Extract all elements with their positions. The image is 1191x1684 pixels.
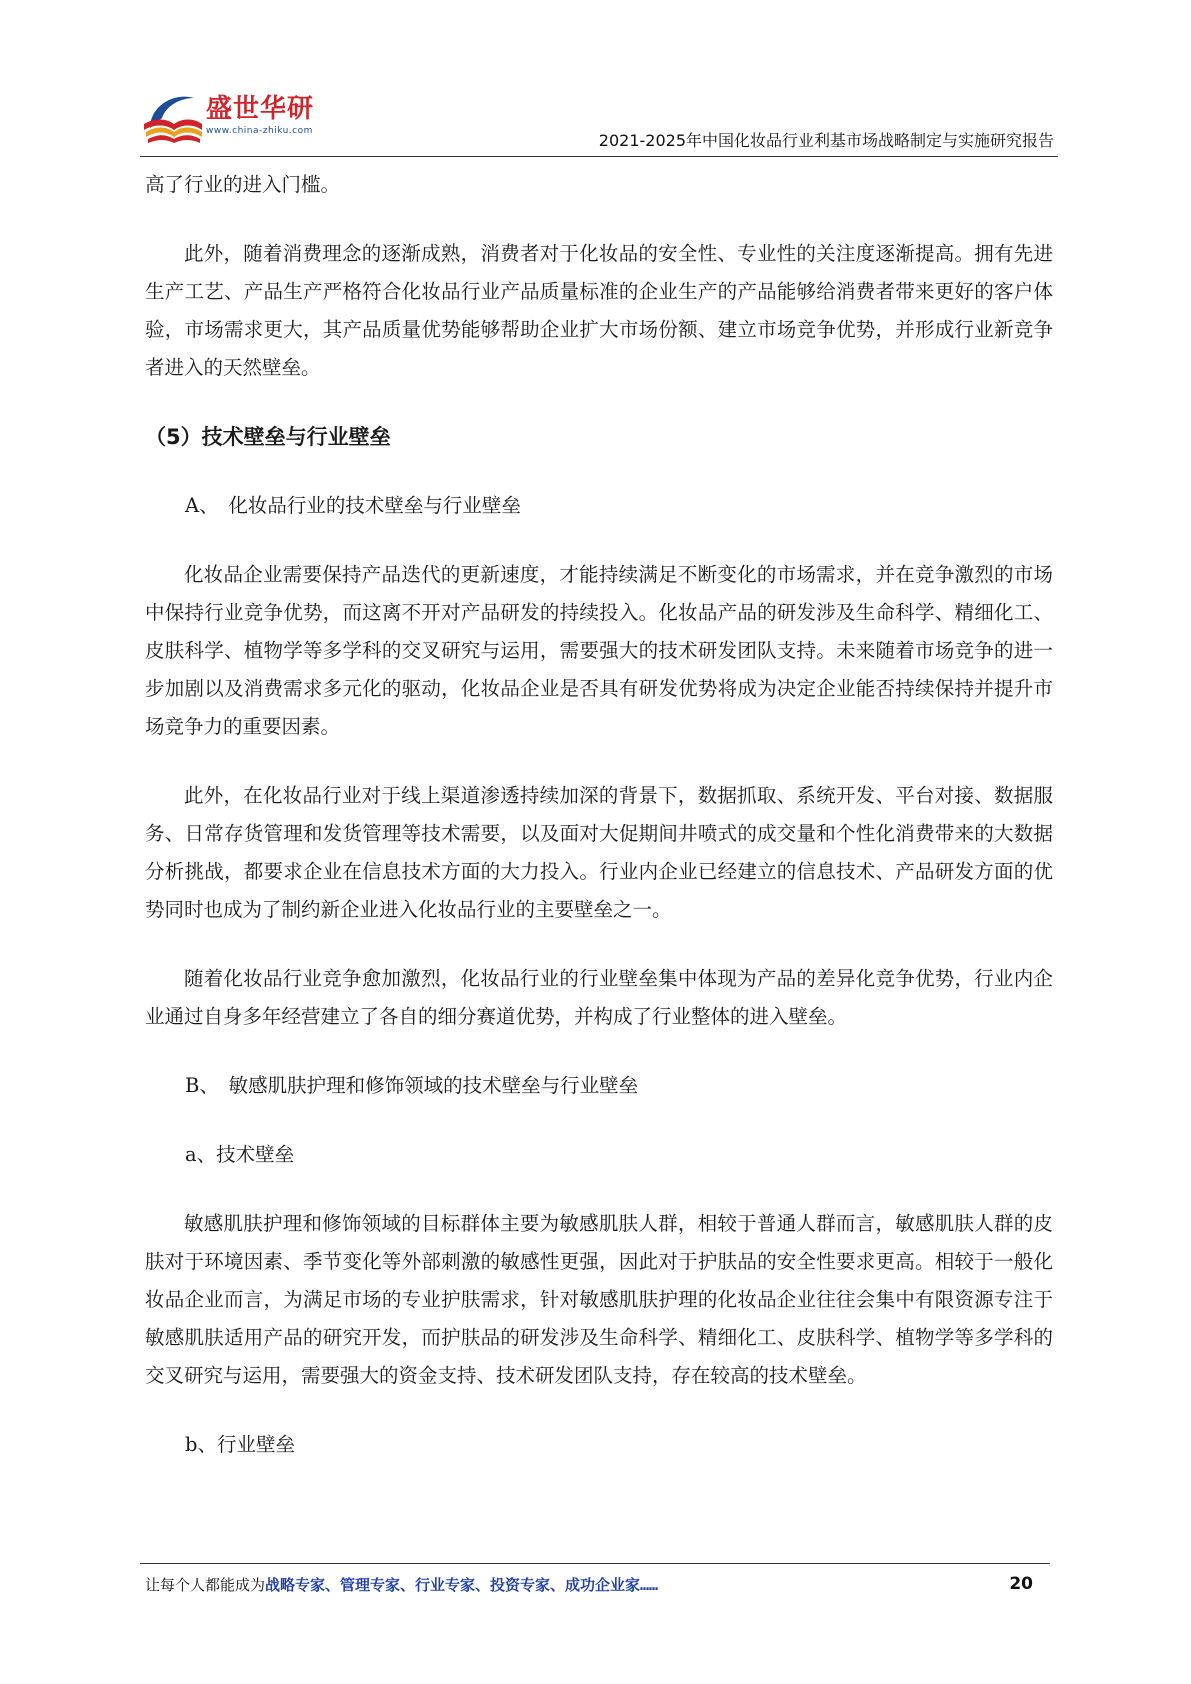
- paragraph-competition: 随着化妆品行业竞争愈加激烈，化妆品行业的行业壁垒集中体现为产品的差异化竞争优势，行业内企业通过自身多年经营建立了各自的细分赛道优势，并构成了行业整体的进入壁垒。: [145, 967, 1053, 1028]
- paragraph-consumer-awareness: 此外，随着消费理念的逐渐成熟，消费者对于化妆品的安全性、专业性的关注度逐渐提高。拥有先进生产工艺、产品生产严格符合化妆品行业产品质量标准的企业生产的产品能够给消费者带来更好的客户体验，市场需求更大，其产品质量优势能够帮助企业扩大市场份额、建立市场竞争优势，并形成行业新竞争者进入的天然壁垒。: [145, 242, 1053, 379]
- brand-logo: [140, 84, 330, 154]
- report-title: 2021-2025年中国化妆品行业利基市场战略制定与实施研究报告: [598, 131, 1054, 150]
- paragraph-rd: 化妆品企业需要保持产品迭代的更新速度，才能持续满足不断变化的市场需求，并在竞争激烈的市场中保持行业竞争优势，而这离不开对产品研发的持续投入。化妆品产品的研发涉及生命科学、精细化工、皮肤科学、植物学等多学科的交叉研究与运用，需要强大的技术研发团队支持。未来随着市场竞争的进一步加剧以及消费需求多元化的驱动，化妆品企业是否具有研发优势将成为决定企业能否持续保持并提升市场竞争力的重要因素。: [145, 563, 1053, 738]
- paragraph-continuation: 高了行业的进入门槛。: [145, 173, 341, 196]
- page-footer: [145, 1574, 1045, 1604]
- brand-name: 盛世华研: [206, 94, 315, 124]
- logo-emblem-icon: [140, 84, 204, 148]
- footer-slogan-highlight: 战略专家、管理专家、行业专家、投资专家、成功企业家……: [265, 1576, 659, 1594]
- brand-url: www.china-zhiku.com: [206, 126, 313, 136]
- footer-divider: [140, 1563, 1050, 1564]
- page-header: [140, 78, 1058, 158]
- footer-slogan-lead: 让每个人都能成为: [145, 1576, 266, 1594]
- paragraph-sensitive-skin: 敏感肌肤护理和修饰领域的目标群体主要为敏感肌肤人群，相较于普通人群而言，敏感肌肤人群的皮肤对于环境因素、季节变化等外部刺激的敏感性更强，因此对于护肤品的安全性要求更高。相较于一般化妆品企业而言，为满足市场的专业护肤需求，针对敏感肌肤护理的化妆品企业往往会集中有限资源专注于敏感肌肤适用产品的研究开发，而护肤品的研发涉及生命科学、精细化工、皮肤科学、植物学等多学科的交叉研究与运用，需要强大的资金支持、技术研发团队支持，存在较高的技术壁垒。: [145, 1212, 1053, 1387]
- section-heading: （5）技术壁垒与行业壁垒: [145, 425, 391, 449]
- subheading-a: A、 化妆品行业的技术壁垒与行业壁垒: [185, 494, 521, 517]
- paragraph-it: 此外，在化妆品行业对于线上渠道渗透持续加深的背景下，数据抓取、系统开发、平台对接、数据服务、日常存货管理和发货管理等技术需要，以及面对大促期间井喷式的成交量和个性化消费带来的大数据分析挑战，都要求企业在信息技术方面的大力投入。行业内企业已经建立的信息技术、产品研发方面的优势同时也成为了制约新企业进入化妆品行业的主要壁垒之一。: [145, 784, 1053, 921]
- subheading-industry-barrier: b、行业壁垒: [185, 1433, 295, 1456]
- header-divider: [140, 156, 1058, 157]
- page-number: 20: [1009, 1574, 1033, 1594]
- subheading-b: B、 敏感肌肤护理和修饰领域的技术壁垒与行业壁垒: [185, 1074, 639, 1097]
- subheading-tech-barrier: a、技术壁垒: [185, 1143, 295, 1166]
- page-body: [145, 166, 1053, 1464]
